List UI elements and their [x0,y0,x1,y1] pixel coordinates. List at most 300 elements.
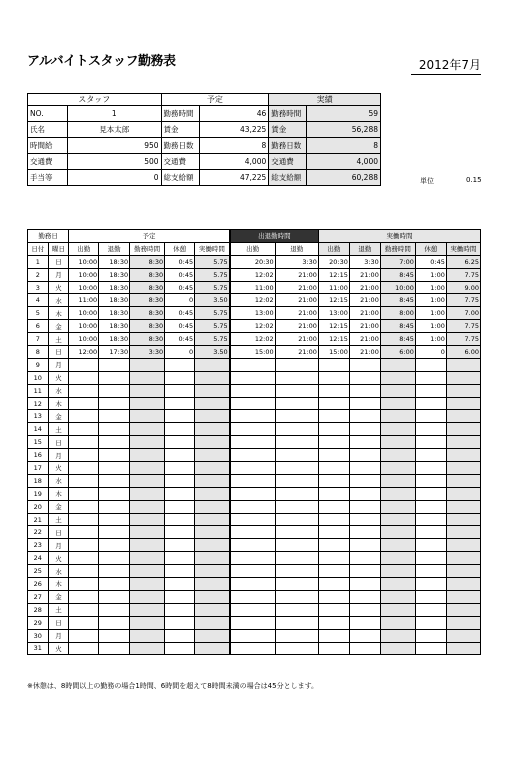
table-cell[interactable]: 15:00 [318,346,349,359]
table-cell[interactable]: 21:00 [349,333,380,346]
table-cell[interactable] [349,552,380,565]
table-cell[interactable]: 10:00 [69,307,99,320]
table-cell[interactable] [99,642,130,655]
table-cell[interactable] [349,462,380,475]
table-cell[interactable] [165,539,195,552]
table-cell[interactable] [69,526,99,539]
table-cell[interactable] [415,590,446,603]
table-cell[interactable]: 12:02 [230,333,275,346]
table-cell[interactable] [99,578,130,591]
table-cell[interactable] [380,397,415,410]
table-cell[interactable] [380,436,415,449]
table-cell[interactable] [275,500,318,513]
table-cell[interactable]: 21:00 [275,320,318,333]
table-cell[interactable] [195,539,230,552]
table-cell[interactable] [130,578,165,591]
table-cell[interactable] [275,371,318,384]
table-cell[interactable] [165,590,195,603]
table-cell[interactable] [99,500,130,513]
table-cell[interactable]: 9.00 [446,281,480,294]
table-cell[interactable] [69,500,99,513]
table-cell[interactable]: 1:00 [415,320,446,333]
table-cell[interactable] [195,474,230,487]
table-cell[interactable] [349,526,380,539]
table-cell[interactable] [275,629,318,642]
table-cell[interactable] [415,487,446,500]
table-cell[interactable] [275,539,318,552]
table-cell[interactable] [415,423,446,436]
table-cell[interactable] [349,436,380,449]
table-cell[interactable] [446,642,480,655]
table-cell[interactable] [275,603,318,616]
table-cell[interactable] [230,358,275,371]
table-cell[interactable] [130,642,165,655]
table-cell[interactable]: 7:00 [380,255,415,268]
table-cell[interactable] [446,487,480,500]
table-cell[interactable]: 26 [28,578,49,591]
table-cell[interactable] [446,397,480,410]
table-cell[interactable] [446,629,480,642]
table-cell[interactable]: 12:02 [230,294,275,307]
table-cell[interactable] [275,616,318,629]
table-cell[interactable] [230,578,275,591]
table-cell[interactable] [415,474,446,487]
table-cell[interactable]: 20:30 [230,255,275,268]
table-cell[interactable]: 18:30 [99,320,130,333]
table-cell[interactable] [195,578,230,591]
table-cell[interactable] [130,616,165,629]
table-cell[interactable]: 1:00 [415,268,446,281]
table-cell[interactable]: 1:00 [415,307,446,320]
table-cell[interactable] [380,371,415,384]
table-cell[interactable] [165,423,195,436]
table-cell[interactable] [195,462,230,475]
table-cell[interactable]: 15 [28,436,49,449]
table-cell[interactable]: 6:00 [380,346,415,359]
table-cell[interactable] [165,410,195,423]
table-cell[interactable] [446,578,480,591]
table-cell[interactable]: 25 [28,565,49,578]
table-cell[interactable]: 31 [28,642,49,655]
table-cell[interactable]: 18:30 [99,307,130,320]
table-cell[interactable] [446,603,480,616]
table-cell[interactable]: 8:30 [130,307,165,320]
table-cell[interactable] [230,384,275,397]
table-cell[interactable] [130,474,165,487]
table-cell[interactable] [99,616,130,629]
table-cell[interactable] [230,539,275,552]
table-cell[interactable]: 8:00 [380,307,415,320]
table-cell[interactable] [380,449,415,462]
table-cell[interactable] [318,603,349,616]
table-cell[interactable]: 11:00 [230,281,275,294]
table-cell[interactable]: 9 [28,358,49,371]
table-cell[interactable]: 月 [48,629,69,642]
table-cell[interactable] [230,642,275,655]
table-cell[interactable] [230,474,275,487]
table-cell[interactable]: 21:00 [349,294,380,307]
table-cell[interactable] [130,371,165,384]
table-cell[interactable]: 22 [28,526,49,539]
table-cell[interactable]: 16 [28,449,49,462]
table-cell[interactable] [349,487,380,500]
table-cell[interactable] [318,565,349,578]
table-cell[interactable] [99,539,130,552]
table-cell[interactable]: 0:45 [165,333,195,346]
table-cell[interactable] [349,578,380,591]
table-cell[interactable]: 水 [48,565,69,578]
table-cell[interactable]: 10:00 [69,255,99,268]
table-cell[interactable]: 21:00 [275,268,318,281]
table-cell[interactable]: 20 [28,500,49,513]
table-cell[interactable] [380,578,415,591]
table-cell[interactable] [380,423,415,436]
table-cell[interactable]: 10:00 [69,333,99,346]
table-cell[interactable]: 土 [48,603,69,616]
table-cell[interactable]: 5.75 [195,320,230,333]
table-cell[interactable] [195,526,230,539]
table-cell[interactable] [195,565,230,578]
table-cell[interactable] [275,513,318,526]
table-cell[interactable]: 5.75 [195,307,230,320]
table-cell[interactable] [318,590,349,603]
table-cell[interactable] [275,565,318,578]
table-cell[interactable] [380,590,415,603]
table-cell[interactable]: 6 [28,320,49,333]
table-cell[interactable]: 月 [48,268,69,281]
table-cell[interactable] [446,565,480,578]
table-cell[interactable] [130,590,165,603]
table-cell[interactable]: 12:15 [318,268,349,281]
table-cell[interactable] [99,629,130,642]
table-cell[interactable]: 日 [48,436,69,449]
table-cell[interactable] [165,474,195,487]
table-cell[interactable] [99,462,130,475]
table-cell[interactable] [349,565,380,578]
table-cell[interactable]: 5.75 [195,281,230,294]
table-cell[interactable] [380,487,415,500]
table-cell[interactable] [318,578,349,591]
table-cell[interactable]: 21:00 [275,294,318,307]
table-cell[interactable] [69,565,99,578]
table-cell[interactable] [130,603,165,616]
table-cell[interactable]: 日 [48,255,69,268]
table-cell[interactable] [99,436,130,449]
table-cell[interactable] [275,410,318,423]
table-cell[interactable]: 3.50 [195,346,230,359]
table-cell[interactable] [165,358,195,371]
table-cell[interactable] [230,423,275,436]
table-cell[interactable] [349,590,380,603]
table-cell[interactable]: 火 [48,552,69,565]
table-cell[interactable] [446,513,480,526]
table-cell[interactable] [195,384,230,397]
table-cell[interactable]: 11:00 [318,281,349,294]
table-cell[interactable] [130,526,165,539]
table-cell[interactable]: 18:30 [99,268,130,281]
table-cell[interactable] [275,487,318,500]
table-cell[interactable]: 3:30 [275,255,318,268]
table-cell[interactable] [318,539,349,552]
table-cell[interactable] [318,410,349,423]
table-cell[interactable] [446,436,480,449]
table-cell[interactable] [415,384,446,397]
table-cell[interactable]: 金 [48,590,69,603]
table-cell[interactable] [415,629,446,642]
table-cell[interactable]: 0 [165,294,195,307]
table-cell[interactable] [349,539,380,552]
table-cell[interactable] [318,397,349,410]
table-cell[interactable] [318,449,349,462]
table-cell[interactable] [230,590,275,603]
table-cell[interactable] [318,384,349,397]
table-cell[interactable] [165,565,195,578]
table-cell[interactable] [130,358,165,371]
table-cell[interactable] [446,371,480,384]
table-cell[interactable]: 12:02 [230,320,275,333]
table-cell[interactable] [69,436,99,449]
table-cell[interactable] [130,513,165,526]
table-cell[interactable]: 1 [28,255,49,268]
table-cell[interactable] [130,487,165,500]
table-cell[interactable]: 21:00 [275,346,318,359]
table-cell[interactable]: 21:00 [275,307,318,320]
table-cell[interactable] [275,526,318,539]
table-cell[interactable] [275,358,318,371]
table-cell[interactable]: 12:15 [318,320,349,333]
table-cell[interactable] [69,462,99,475]
table-cell[interactable] [99,487,130,500]
table-cell[interactable] [380,526,415,539]
table-cell[interactable] [195,371,230,384]
table-cell[interactable]: 1:00 [415,281,446,294]
table-cell[interactable] [415,513,446,526]
table-cell[interactable] [230,462,275,475]
table-cell[interactable]: 6.25 [446,255,480,268]
table-cell[interactable] [349,513,380,526]
table-cell[interactable]: 3:30 [130,346,165,359]
table-cell[interactable]: 21:00 [349,281,380,294]
table-cell[interactable]: 3:30 [349,255,380,268]
table-cell[interactable] [275,474,318,487]
table-cell[interactable] [230,410,275,423]
table-cell[interactable]: 7.75 [446,268,480,281]
table-cell[interactable] [380,642,415,655]
table-cell[interactable] [69,371,99,384]
table-cell[interactable] [195,358,230,371]
table-cell[interactable] [275,423,318,436]
table-cell[interactable]: 21:00 [349,307,380,320]
table-cell[interactable]: 土 [48,333,69,346]
table-cell[interactable]: 14 [28,423,49,436]
table-cell[interactable]: 0 [415,346,446,359]
table-cell[interactable] [415,436,446,449]
table-cell[interactable] [446,384,480,397]
table-cell[interactable] [275,384,318,397]
table-cell[interactable] [195,552,230,565]
table-cell[interactable] [69,629,99,642]
table-cell[interactable] [230,629,275,642]
table-cell[interactable] [69,616,99,629]
table-cell[interactable] [349,397,380,410]
table-cell[interactable]: 6.00 [446,346,480,359]
table-cell[interactable]: 4 [28,294,49,307]
table-cell[interactable] [380,410,415,423]
table-cell[interactable] [349,371,380,384]
table-cell[interactable] [69,603,99,616]
table-cell[interactable] [446,449,480,462]
table-cell[interactable]: 月 [48,358,69,371]
table-cell[interactable] [165,526,195,539]
table-cell[interactable] [130,397,165,410]
table-cell[interactable] [349,603,380,616]
table-cell[interactable] [349,616,380,629]
table-cell[interactable] [275,590,318,603]
table-cell[interactable] [415,462,446,475]
table-cell[interactable] [69,384,99,397]
table-cell[interactable] [69,642,99,655]
table-cell[interactable]: 日 [48,346,69,359]
table-cell[interactable] [165,397,195,410]
table-cell[interactable] [275,578,318,591]
table-cell[interactable]: 月 [48,449,69,462]
table-cell[interactable] [230,500,275,513]
table-cell[interactable] [230,565,275,578]
table-cell[interactable] [318,629,349,642]
table-cell[interactable] [195,487,230,500]
table-cell[interactable] [275,397,318,410]
table-cell[interactable] [195,449,230,462]
table-cell[interactable] [380,384,415,397]
table-cell[interactable] [318,462,349,475]
table-cell[interactable]: 土 [48,513,69,526]
table-cell[interactable] [318,642,349,655]
table-cell[interactable]: 8 [28,346,49,359]
table-cell[interactable]: 29 [28,616,49,629]
table-cell[interactable] [415,371,446,384]
table-cell[interactable]: 0:45 [165,281,195,294]
table-cell[interactable] [349,474,380,487]
table-cell[interactable] [415,565,446,578]
table-cell[interactable] [318,474,349,487]
table-cell[interactable] [165,371,195,384]
table-cell[interactable] [415,358,446,371]
table-cell[interactable] [165,462,195,475]
table-cell[interactable] [99,423,130,436]
table-cell[interactable] [380,358,415,371]
table-cell[interactable]: 27 [28,590,49,603]
table-cell[interactable]: 7 [28,333,49,346]
table-cell[interactable] [415,642,446,655]
table-cell[interactable]: 5.75 [195,268,230,281]
table-cell[interactable] [349,358,380,371]
table-cell[interactable]: 10:00 [69,320,99,333]
table-cell[interactable] [446,590,480,603]
table-cell[interactable] [99,603,130,616]
table-cell[interactable] [165,642,195,655]
table-cell[interactable] [318,526,349,539]
table-cell[interactable] [415,397,446,410]
table-cell[interactable] [415,449,446,462]
table-cell[interactable] [130,436,165,449]
table-cell[interactable] [415,539,446,552]
table-cell[interactable]: 12:00 [69,346,99,359]
table-cell[interactable] [230,371,275,384]
table-cell[interactable] [130,462,165,475]
table-cell[interactable]: 13 [28,410,49,423]
table-cell[interactable]: 8:45 [380,320,415,333]
table-cell[interactable] [415,500,446,513]
table-cell[interactable] [349,500,380,513]
table-cell[interactable] [99,513,130,526]
table-cell[interactable] [446,474,480,487]
table-cell[interactable] [99,474,130,487]
table-cell[interactable]: 15:00 [230,346,275,359]
table-cell[interactable]: 21:00 [349,346,380,359]
table-cell[interactable]: 21:00 [275,333,318,346]
table-cell[interactable]: 1:00 [415,294,446,307]
table-cell[interactable] [69,539,99,552]
table-cell[interactable] [230,552,275,565]
table-cell[interactable] [130,423,165,436]
table-cell[interactable]: 5.75 [195,255,230,268]
table-cell[interactable] [230,397,275,410]
table-cell[interactable] [99,449,130,462]
table-cell[interactable] [130,384,165,397]
table-cell[interactable] [99,526,130,539]
table-cell[interactable]: 3 [28,281,49,294]
table-cell[interactable]: 0 [165,346,195,359]
table-cell[interactable] [380,539,415,552]
table-cell[interactable]: 8:45 [380,268,415,281]
table-cell[interactable] [380,616,415,629]
table-cell[interactable]: 24 [28,552,49,565]
table-cell[interactable]: 11 [28,384,49,397]
table-cell[interactable] [380,513,415,526]
table-cell[interactable] [318,358,349,371]
table-cell[interactable]: 18:30 [99,281,130,294]
table-cell[interactable]: 月 [48,539,69,552]
table-cell[interactable]: 17:30 [99,346,130,359]
table-cell[interactable] [130,629,165,642]
table-cell[interactable]: 20:30 [318,255,349,268]
table-cell[interactable] [165,578,195,591]
table-cell[interactable] [446,358,480,371]
table-cell[interactable] [195,397,230,410]
table-cell[interactable]: 木 [48,487,69,500]
table-cell[interactable] [165,436,195,449]
table-cell[interactable]: 水 [48,294,69,307]
table-cell[interactable]: 12:15 [318,333,349,346]
table-cell[interactable]: 10:00 [380,281,415,294]
table-cell[interactable] [318,500,349,513]
table-cell[interactable] [99,384,130,397]
table-cell[interactable]: 8:45 [380,294,415,307]
table-cell[interactable]: 水 [48,384,69,397]
table-cell[interactable] [195,629,230,642]
table-cell[interactable] [130,410,165,423]
table-cell[interactable] [230,603,275,616]
table-cell[interactable] [165,487,195,500]
table-cell[interactable] [318,423,349,436]
table-cell[interactable] [446,410,480,423]
table-cell[interactable] [230,616,275,629]
table-cell[interactable] [165,384,195,397]
table-cell[interactable]: 金 [48,410,69,423]
table-cell[interactable] [165,500,195,513]
table-cell[interactable] [69,552,99,565]
table-cell[interactable] [99,397,130,410]
